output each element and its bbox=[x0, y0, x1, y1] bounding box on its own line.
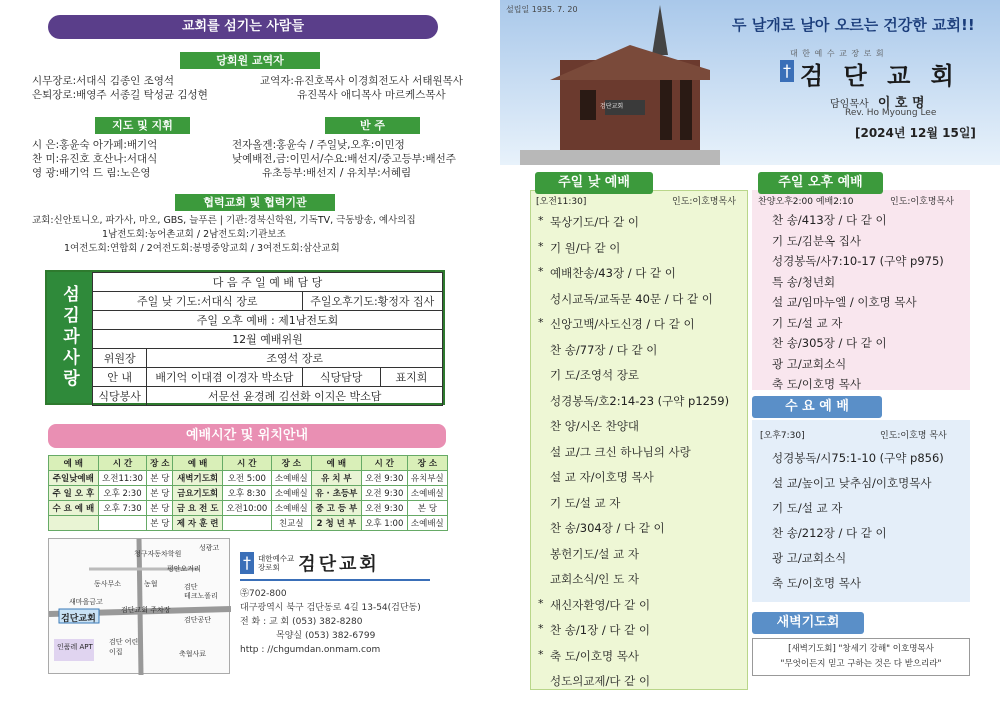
map-label: 농협 bbox=[144, 580, 158, 588]
map-label: 검단공단 bbox=[184, 616, 212, 624]
morning-service-leader: 인도:이호명목사 bbox=[672, 197, 736, 207]
elders-retired: 은퇴장로:배영주 서종길 탁성균 김성현 bbox=[32, 89, 208, 101]
rota-row: 주일 오후 예배 : 제1남전도회 bbox=[93, 311, 443, 330]
service-order-item bbox=[538, 261, 748, 287]
morning-service-order bbox=[538, 210, 748, 695]
wednesday-service-title: 수 요 예 배 bbox=[752, 396, 882, 418]
denomination-line1: 대한예수교 bbox=[258, 554, 295, 563]
service-order-item: 찬 송/413장 / 다 같 이 bbox=[772, 213, 887, 227]
rota-side-label: 섬김과사랑 bbox=[47, 272, 92, 403]
schedule-cell: 주일낮예배 bbox=[49, 471, 99, 486]
service-order-item bbox=[538, 440, 748, 466]
ministers-line2: 유진목사 애디목사 마르케스목사 bbox=[297, 89, 446, 101]
service-order-text: 봉헌기도/설 교 자 bbox=[550, 546, 639, 561]
schedule-cell: 본 당 bbox=[147, 471, 173, 486]
partners-list bbox=[32, 214, 416, 256]
standing-mark: * bbox=[538, 647, 544, 661]
service-order-item: 기 도/설 교 자 bbox=[772, 501, 843, 515]
service-order-text: 찬 양/시온 찬양대 bbox=[550, 419, 639, 433]
schedule-cell: 소예배실 bbox=[271, 471, 311, 486]
map-label: 평안오거리 bbox=[167, 565, 201, 573]
map-label-church: 검단교회 bbox=[61, 614, 96, 624]
accompanist-line: 유초등부:배선지 / 유치부:서혜림 bbox=[262, 167, 412, 179]
schedule-cell: 금 요 전 도 bbox=[173, 501, 223, 516]
church-name: 검단교회 bbox=[298, 554, 380, 575]
cross-logo-icon: † bbox=[240, 552, 254, 574]
service-order-item: 설 교/높이고 낮추심/이호명목사 bbox=[772, 476, 932, 490]
ministers-list bbox=[260, 74, 463, 102]
elders-list bbox=[32, 74, 208, 102]
wednesday-service-time: [오후7:30] bbox=[760, 431, 805, 441]
website-link[interactable]: http : //chgumdan.onmam.com bbox=[240, 645, 381, 655]
choir-list bbox=[32, 138, 157, 180]
schedule-cell: 오전 9:30 bbox=[361, 501, 407, 516]
afternoon-service-time: 찬양오후2:00 예배2:10 bbox=[758, 197, 854, 207]
service-order-item: 축 도/이호명 목사 bbox=[772, 377, 861, 391]
pastor-name: 이 호 명 bbox=[877, 96, 925, 111]
dawn-prayer-box bbox=[752, 638, 970, 676]
schedule-cell: 친교실 bbox=[271, 516, 311, 531]
founded-date: 설립일 1935. 7. 20 bbox=[506, 5, 578, 14]
denomination-line2: 장로회 bbox=[258, 563, 280, 572]
map-label: 청구자동차학원 bbox=[134, 550, 182, 558]
schedule-header-cell: 예 배 bbox=[173, 456, 223, 471]
service-order-text: 교회소식/인 도 자 bbox=[550, 572, 639, 586]
standing-mark: * bbox=[538, 214, 544, 227]
map-label: 새마을금고 bbox=[69, 598, 103, 606]
map-label: 검단 bbox=[184, 583, 198, 591]
map-label: 검단 어린이집 bbox=[109, 638, 139, 656]
accompanist-list bbox=[232, 138, 456, 180]
service-order-item bbox=[538, 618, 748, 644]
map-label: 축협사료 bbox=[179, 650, 207, 658]
service-order-item: 찬 송/212장 / 다 같 이 bbox=[772, 526, 887, 540]
cross-logo-icon: † bbox=[780, 60, 794, 82]
service-order-item bbox=[538, 363, 748, 389]
schedule-cell bbox=[222, 516, 271, 531]
service-order-text: 묵상기도/다 같 이 bbox=[550, 215, 639, 229]
service-order-text: 찬 송/1장 / 다 같 이 bbox=[550, 623, 650, 637]
service-order-item bbox=[538, 669, 748, 695]
pastor-name-en: Rev. Ho Myoung Lee bbox=[845, 108, 937, 118]
service-order-text: 예배찬송/43장 / 다 같 이 bbox=[550, 266, 676, 280]
dawn-prayer-topic: [새벽기도회] "창세기 강해" 이호명목사 bbox=[788, 644, 934, 654]
service-order-item bbox=[538, 593, 748, 619]
service-order-item bbox=[538, 210, 748, 236]
map-label: 동사무소 bbox=[94, 580, 122, 588]
schedule-header-cell: 시 간 bbox=[222, 456, 271, 471]
schedule-cell: 오전11:30 bbox=[98, 471, 147, 486]
schedule-cell: 소예배실 bbox=[407, 486, 447, 501]
schedule-header-cell: 시 간 bbox=[361, 456, 407, 471]
location-map bbox=[48, 538, 230, 674]
rota-row: 주일 낮 기도:서대식 장로 bbox=[93, 292, 303, 311]
service-order-item: 광 고/교회소식 bbox=[772, 356, 847, 371]
schedule-cell: 소예배실 bbox=[271, 486, 311, 501]
service-order-item bbox=[538, 465, 748, 491]
rota-row: 12월 예배위원 bbox=[93, 330, 443, 349]
standing-mark: * bbox=[538, 622, 544, 635]
schedule-table bbox=[48, 455, 448, 531]
service-order-text: 축 도/이호명 목사 bbox=[550, 648, 639, 663]
schedule-cell: 2 청 년 부 bbox=[311, 516, 361, 531]
schedule-cell: 유치부실 bbox=[407, 471, 447, 486]
ministers-line1: 교역자:유진호목사 이경희전도사 서태원목사 bbox=[260, 75, 463, 87]
service-order-item: 기 도/김분옥 집사 bbox=[772, 233, 861, 248]
service-order-item: 특 송/청년회 bbox=[772, 274, 836, 289]
service-order-item bbox=[538, 414, 748, 440]
service-order-item bbox=[538, 236, 748, 262]
schedule-cell: 유 치 부 bbox=[311, 471, 361, 486]
denomination: 대 한 예 수 교 장 로 회 bbox=[790, 49, 885, 58]
section-title-elders: 당회원 교역자 bbox=[180, 52, 320, 69]
schedule-cell bbox=[49, 516, 99, 531]
service-order-item: 기 도/설 교 자 bbox=[772, 315, 843, 330]
schedule-cell: 오전 9:30 bbox=[361, 486, 407, 501]
slogan: 두 날개로 날아 오르는 건강한 교회!! bbox=[732, 16, 975, 34]
service-order-item: 성경봉독/사7:10-17 (구약 p975) bbox=[772, 254, 944, 268]
bulletin-date: [2024년 12월 15일] bbox=[855, 126, 976, 140]
rota-cell: 표지희 bbox=[380, 368, 442, 387]
afternoon-service-leader: 인도:이호명목사 bbox=[890, 197, 954, 207]
section-title-partners: 협력교회 및 협력기관 bbox=[175, 194, 335, 211]
service-order-item bbox=[538, 567, 748, 593]
service-order-item: 성경봉독/시75:1-10 (구약 p856) bbox=[772, 451, 944, 465]
morning-service-time: [오전11:30] bbox=[536, 197, 587, 207]
service-order-text: 설 교/그 크신 하나님의 사랑 bbox=[550, 444, 691, 459]
schedule-cell: 오후 7:30 bbox=[98, 501, 147, 516]
rota-row: 주일오후기도:황정자 집사 bbox=[302, 292, 442, 311]
schedule-cell: 오후 1:00 bbox=[361, 516, 407, 531]
service-order-text: 찬 송/304장 / 다 같 이 bbox=[550, 521, 665, 535]
serving-rota bbox=[45, 270, 445, 405]
schedule-cell: 소예배실 bbox=[271, 501, 311, 516]
pastor-label: 담임목사 bbox=[830, 99, 869, 110]
service-order-text: 신앙고백/사도신경 / 다 같 이 bbox=[550, 317, 695, 331]
standing-mark: * bbox=[538, 596, 544, 610]
service-order-item bbox=[538, 338, 748, 364]
phone-church: 전 화 : 교 회 (053) 382-8280 bbox=[240, 617, 363, 627]
rota-cell: 서문선 윤경례 김선화 이지은 박소담 bbox=[147, 387, 443, 406]
standing-mark: * bbox=[538, 316, 544, 329]
phone-pastor: 목양실 (053) 382-6799 bbox=[276, 631, 376, 641]
service-order-item bbox=[538, 644, 748, 670]
schedule-title: 예배시간 및 위치안내 bbox=[48, 424, 446, 448]
rota-row: 다 음 주 일 예 배 담 당 bbox=[93, 273, 443, 292]
schedule-cell: 새벽기도회 bbox=[173, 471, 223, 486]
schedule-header-cell: 장 소 bbox=[271, 456, 311, 471]
afternoon-service-title: 주일 오후 예배 bbox=[758, 172, 883, 194]
accompanist-line: 전자올겐:홍윤숙 / 주일낮,오후:이민정 bbox=[232, 139, 405, 151]
schedule-table-wrap bbox=[48, 455, 448, 531]
map-label: 인품레 APT bbox=[57, 643, 93, 651]
church-title: 검 단 교 회 bbox=[800, 62, 960, 90]
schedule-cell bbox=[98, 516, 147, 531]
rota-cell: 조영석 장로 bbox=[147, 349, 443, 368]
rota-cell: 배기억 이대겸 이경자 박소담 bbox=[147, 368, 302, 387]
schedule-header-cell: 예 배 bbox=[311, 456, 361, 471]
schedule-header-cell: 시 간 bbox=[98, 456, 147, 471]
service-order-text: 찬 송/77장 / 다 같 이 bbox=[550, 342, 658, 357]
standing-mark: * bbox=[538, 265, 544, 278]
church-sign: 검단교회 bbox=[600, 103, 624, 110]
choir-line: 영 광:배기억 드 림:노은영 bbox=[32, 167, 151, 179]
partners-line: 1여전도회:연합회 / 2여전도회:봉명중앙교회 / 3여전도회:삼산교회 bbox=[64, 243, 340, 254]
wednesday-service-leader: 인도:이호명 목사 bbox=[880, 431, 947, 441]
schedule-cell: 소예배실 bbox=[407, 516, 447, 531]
service-order-item bbox=[538, 491, 748, 517]
schedule-cell: 제 자 훈 련 bbox=[173, 516, 223, 531]
service-order-text: 성시교독/교독문 40문 / 다 같 이 bbox=[550, 291, 713, 306]
service-order-text: 성경봉독/호2:14-23 (구약 p1259) bbox=[550, 393, 730, 408]
service-order-item bbox=[538, 312, 748, 338]
schedule-cell: 오후 2:30 bbox=[98, 486, 147, 501]
service-order-text: 기 도/조영석 장로 bbox=[550, 368, 639, 382]
rota-table bbox=[92, 272, 443, 406]
choir-line: 시 은:홍윤숙 아가페:배기억 bbox=[32, 139, 158, 151]
schedule-cell: 중 고 등 부 bbox=[311, 501, 361, 516]
partners-line: 교회:신안토니오, 파가사, 마오, GBS, 늘푸른 | 기관:경북신학원, 기독TV, 극동방송, 예사의집 bbox=[32, 215, 416, 226]
morning-service-title: 주일 낮 예배 bbox=[535, 172, 653, 194]
wednesday-service-order bbox=[760, 446, 970, 596]
dawn-prayer-title: 새벽기도회 bbox=[752, 612, 864, 634]
map-label: 검단교회 주차장 bbox=[121, 606, 171, 614]
address: 대구광역시 북구 검단동로 4길 13-54(검단동) bbox=[240, 603, 421, 613]
church-building-image bbox=[520, 0, 720, 165]
schedule-header-cell: 장 소 bbox=[147, 456, 173, 471]
accompanist-line: 낮예배전,금:이민서/수요:배선지/중고등부:배선주 bbox=[232, 153, 456, 165]
elders-active: 시무장로:서대식 김종인 조영석 bbox=[32, 75, 175, 87]
partners-line: 1남전도회:농어촌교회 / 2남전도회:기관보조 bbox=[102, 229, 286, 240]
map-label: 테크노폴리 bbox=[184, 592, 218, 600]
church-contact bbox=[240, 550, 430, 657]
service-order-item bbox=[538, 542, 748, 568]
rota-cell: 위원장 bbox=[93, 349, 147, 368]
dawn-prayer-verse: "무엇이든지 믿고 구하는 것은 다 받으리라" bbox=[780, 659, 942, 669]
schedule-cell: 수 요 예 배 bbox=[49, 501, 99, 516]
rota-cell: 식당봉사 bbox=[93, 387, 147, 406]
schedule-cell: 본 당 bbox=[147, 486, 173, 501]
postal-code: ㉾702-800 bbox=[240, 589, 287, 599]
service-order-item: 축 도/이호명 목사 bbox=[772, 576, 861, 590]
schedule-cell: 금요기도회 bbox=[173, 486, 223, 501]
section-title-accompanist: 반 주 bbox=[325, 117, 420, 134]
schedule-header-cell: 장 소 bbox=[407, 456, 447, 471]
schedule-cell: 오전 9:30 bbox=[361, 471, 407, 486]
choir-line: 찬 미:유진호 호산나:서대식 bbox=[32, 153, 158, 165]
service-order-item bbox=[538, 389, 748, 415]
service-order-text: 성도의교제/다 같 이 bbox=[550, 674, 651, 688]
service-order-text: 새신자환영/다 같 이 bbox=[550, 597, 651, 612]
schedule-header-cell: 예 배 bbox=[49, 456, 99, 471]
schedule-cell: 오후 8:30 bbox=[222, 486, 271, 501]
rota-cell: 안 내 bbox=[93, 368, 147, 387]
service-order-text: 기 도/설 교 자 bbox=[550, 495, 621, 510]
service-order-item: 광 고/교회소식 bbox=[772, 551, 847, 565]
standing-mark: * bbox=[538, 239, 544, 253]
section-title-choir: 지도 및 지휘 bbox=[95, 117, 190, 134]
service-order-item: 찬 송/305장 / 다 같 이 bbox=[772, 336, 887, 350]
schedule-cell: 본 당 bbox=[147, 516, 173, 531]
schedule-cell: 오전10:00 bbox=[222, 501, 271, 516]
schedule-cell: 유 · 초등부 bbox=[311, 486, 361, 501]
schedule-cell: 오전 5:00 bbox=[222, 471, 271, 486]
service-order-item bbox=[538, 287, 748, 313]
rota-cell: 식당담당 bbox=[302, 368, 380, 387]
map-label: 성광고 bbox=[199, 544, 220, 552]
afternoon-service-order bbox=[760, 210, 970, 395]
page-header-title: 교회를 섬기는 사람들 bbox=[48, 15, 438, 39]
service-order-item bbox=[538, 516, 748, 542]
schedule-cell: 본 당 bbox=[147, 501, 173, 516]
service-order-text: 기 원/다 같 이 bbox=[550, 240, 621, 255]
service-order-text: 설 교 자/이호명 목사 bbox=[550, 470, 654, 484]
schedule-cell: 주 일 오 후 bbox=[49, 486, 99, 501]
service-order-item: 설 교/임마누엘 / 이호명 목사 bbox=[772, 295, 917, 309]
schedule-cell: 본 당 bbox=[407, 501, 447, 516]
